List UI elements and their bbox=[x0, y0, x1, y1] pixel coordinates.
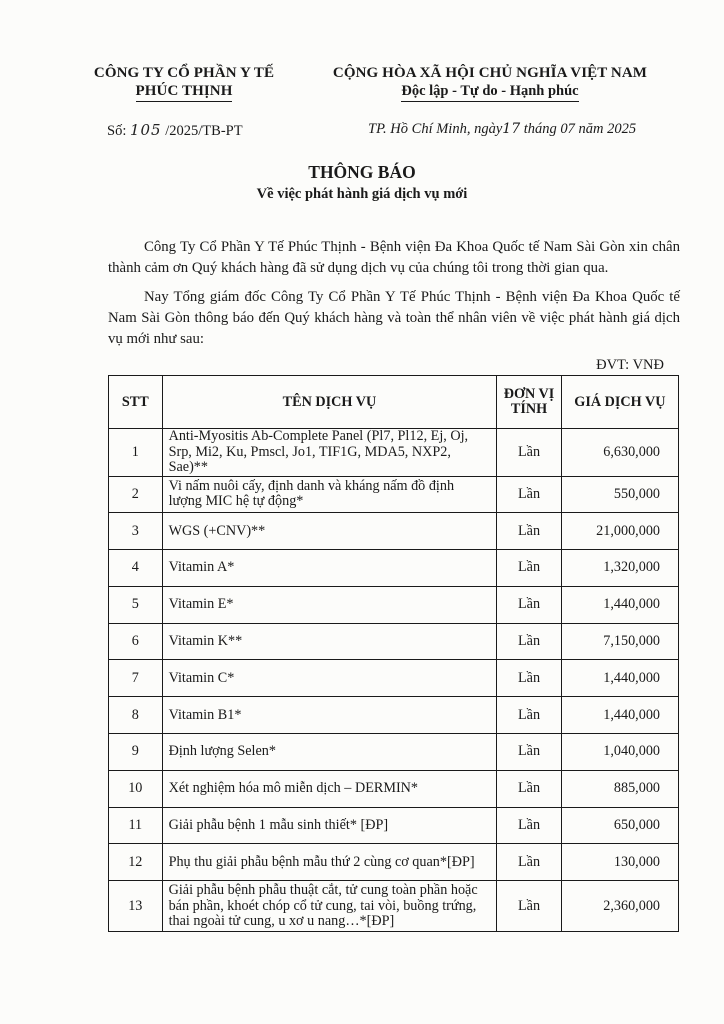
date-suffix: tháng 07 năm 2025 bbox=[523, 121, 637, 137]
table-row bbox=[109, 586, 679, 623]
service-price-table bbox=[108, 375, 679, 932]
cell-price: 650,000 bbox=[561, 807, 678, 844]
cell-stt: 11 bbox=[109, 807, 163, 844]
cell-price: 1,440,000 bbox=[561, 660, 678, 697]
cell-stt: 6 bbox=[109, 623, 163, 660]
cell-price: 1,320,000 bbox=[561, 550, 678, 587]
paragraph-announcement: Nay Tổng giám đốc Công Ty Cổ Phần Y Tế Phúc Thịnh - Bệnh viện Đa Khoa Quốc tế Nam Sài Gòn thông báo đến Quý khách hàng và toàn thể nhân viên về việc phát hành giá dịch vụ mới như sau: bbox=[108, 289, 680, 347]
cell-price: 885,000 bbox=[561, 770, 678, 807]
table-row bbox=[109, 844, 679, 881]
cell-stt: 10 bbox=[109, 770, 163, 807]
table-row bbox=[109, 697, 679, 734]
header-service-name: TÊN DỊCH VỤ bbox=[162, 376, 497, 429]
cell-stt: 2 bbox=[109, 476, 163, 513]
cell-stt: 3 bbox=[109, 513, 163, 550]
table-row bbox=[109, 770, 679, 807]
header-stt: STT bbox=[109, 376, 163, 429]
table-row bbox=[109, 807, 679, 844]
table-row bbox=[109, 881, 679, 932]
cell-price: 2,360,000 bbox=[561, 881, 678, 932]
date-prefix: TP. Hồ Chí Minh, ngày bbox=[368, 121, 503, 137]
cell-service-name: Vitamin K** bbox=[162, 623, 497, 660]
cell-service-name: Xét nghiệm hóa mô miễn dịch – DERMIN* bbox=[162, 770, 497, 807]
table-row bbox=[109, 660, 679, 697]
issue-date bbox=[368, 121, 636, 138]
table-header-row bbox=[109, 376, 679, 429]
table-row bbox=[109, 734, 679, 771]
cell-price: 1,440,000 bbox=[561, 586, 678, 623]
cell-unit: Lần bbox=[497, 807, 561, 844]
document-title: THÔNG BÁO bbox=[308, 162, 416, 182]
cell-service-name: Phụ thu giải phẫu bệnh mẫu thứ 2 cùng cơ quan*[ĐP] bbox=[162, 844, 497, 881]
cell-unit: Lần bbox=[497, 513, 561, 550]
company-header bbox=[72, 64, 296, 102]
company-name-line2: PHÚC THỊNH bbox=[136, 82, 233, 102]
cell-service-name: WGS (+CNV)** bbox=[162, 513, 497, 550]
cell-unit: Lần bbox=[497, 697, 561, 734]
cell-price: 1,440,000 bbox=[561, 697, 678, 734]
cell-unit: Lần bbox=[497, 660, 561, 697]
cell-unit: Lần bbox=[497, 770, 561, 807]
reference-suffix: /2025/TB-PT bbox=[165, 123, 243, 139]
cell-price: 6,630,000 bbox=[561, 429, 678, 477]
cell-price: 1,040,000 bbox=[561, 734, 678, 771]
nation-motto: Độc lập - Tự do - Hạnh phúc bbox=[401, 82, 578, 102]
cell-unit: Lần bbox=[497, 586, 561, 623]
cell-unit: Lần bbox=[497, 429, 561, 477]
table-row bbox=[109, 429, 679, 477]
nation-name: CỘNG HÒA XÃ HỘI CHỦ NGHĨA VIỆT NAM bbox=[332, 65, 648, 81]
date-handwritten-day: 17 bbox=[502, 121, 521, 137]
company-name-line1: CÔNG TY CỔ PHẦN Y TẾ bbox=[93, 65, 275, 81]
cell-service-name: Vitamin C* bbox=[162, 660, 497, 697]
cell-stt: 4 bbox=[109, 550, 163, 587]
table-row bbox=[109, 513, 679, 550]
nation-header bbox=[320, 64, 660, 102]
reference-number bbox=[107, 121, 243, 140]
cell-price: 130,000 bbox=[561, 844, 678, 881]
reference-handwritten-number: 105 bbox=[129, 121, 162, 139]
cell-stt: 9 bbox=[109, 734, 163, 771]
cell-stt: 12 bbox=[109, 844, 163, 881]
cell-unit: Lần bbox=[497, 550, 561, 587]
cell-price: 550,000 bbox=[561, 476, 678, 513]
cell-unit: Lần bbox=[497, 623, 561, 660]
cell-unit: Lần bbox=[497, 881, 561, 932]
currency-unit-note: ĐVT: VNĐ bbox=[596, 357, 664, 373]
cell-stt: 7 bbox=[109, 660, 163, 697]
table-row bbox=[109, 623, 679, 660]
paragraph-intro: Công Ty Cổ Phần Y Tế Phúc Thịnh - Bệnh viện Đa Khoa Quốc tế Nam Sài Gòn xin chân thành cảm ơn Quý khách hàng đã sử dụng dịch vụ của chúng tôi trong thời gian qua. bbox=[108, 239, 680, 276]
cell-stt: 13 bbox=[109, 881, 163, 932]
cell-service-name: Anti-Myositis Ab-Complete Panel (Pl7, Pl12, Ej, Oj, Srp, Mi2, Ku, Pmscl, Jo1, TIF1G, MDA5, NXP2, Sae)** bbox=[162, 429, 497, 477]
header-price: GIÁ DỊCH VỤ bbox=[561, 376, 678, 429]
cell-service-name: Vitamin E* bbox=[162, 586, 497, 623]
cell-unit: Lần bbox=[497, 844, 561, 881]
cell-service-name: Giải phẫu bệnh phẫu thuật cắt, tử cung toàn phần hoặc bán phần, khoét chóp cổ tử cung, tai vòi, buồng trứng, thai ngoài tử cung, u xơ u nang…*[ĐP] bbox=[162, 881, 497, 932]
cell-service-name: Giải phẫu bệnh 1 mẫu sinh thiết* [ĐP] bbox=[162, 807, 497, 844]
cell-price: 21,000,000 bbox=[561, 513, 678, 550]
header-unit: ĐƠN VỊ TÍNH bbox=[497, 376, 561, 429]
cell-service-name: Định lượng Selen* bbox=[162, 734, 497, 771]
cell-service-name: Vitamin A* bbox=[162, 550, 497, 587]
cell-service-name: Vitamin B1* bbox=[162, 697, 497, 734]
document-subtitle: Về việc phát hành giá dịch vụ mới bbox=[256, 186, 468, 202]
cell-stt: 1 bbox=[109, 429, 163, 477]
cell-stt: 5 bbox=[109, 586, 163, 623]
cell-unit: Lần bbox=[497, 734, 561, 771]
reference-prefix: Số: bbox=[107, 123, 127, 139]
cell-stt: 8 bbox=[109, 697, 163, 734]
cell-service-name: Vi nấm nuôi cấy, định danh và kháng nấm đồ định lượng MIC hệ tự động* bbox=[162, 476, 497, 513]
table-row bbox=[109, 550, 679, 587]
cell-price: 7,150,000 bbox=[561, 623, 678, 660]
table-row bbox=[109, 476, 679, 513]
cell-unit: Lần bbox=[497, 476, 561, 513]
